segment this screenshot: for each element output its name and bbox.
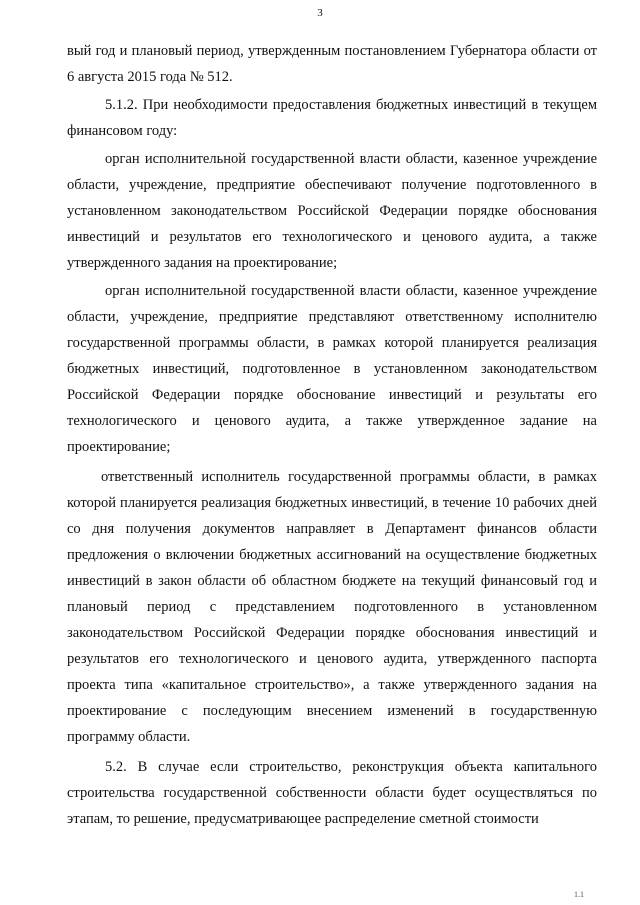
paragraph-obligation-1: орган исполнительной государственной власти области, казенное учреждение области, учреждение, предприятие обеспечивают получение подготовленного в установленном законодательством Российской Федерации порядке обоснования инвестиций и результатов его технологического и ценового аудита, а также утвержденного задания на проектирование; (67, 151, 597, 271)
paragraph-5-2: 5.2. В случае если строительство, реконструкция объекта капитального строительства государственной собственности области будет осуществляться по этапам, то решение, предусматривающее распределение сметной стоимости (67, 759, 597, 827)
paragraph-obligation-2: орган исполнительной государственной власти области, казенное учреждение области, учреждение, предприятие представляют ответственному исполнителю государственной программы области, в рамках которой планируется реализация бюджетных инвестиций, подготовленное в установленном законодательством Российской Федерации порядке обоснование инвестиций и результаты его технологического и ценового аудита, а также утвержденное задание на проектирование; (67, 283, 597, 455)
document-body (67, 38, 597, 832)
paragraph-obligation-3: ответственный исполнитель государственной программы области, в рамках которой планируется реализация бюджетных инвестиций, в течение 10 рабочих дней со дня получения документов направляет в Департамент финансов области предложения о включении бюджетных ассигнований на осуществление бюджетных инвестиций в закон области об областном бюджете на текущий финансовый год и плановый период с представлением подготовленного в установленном законодательством Российской Федерации порядке обоснования инвестиций и результатов его технологического и ценового аудита, утвержденного паспорта проекта типа «капитальное строительство», а также утвержденного задания на проектирование с последующим внесением изменений в государственную программу области. (67, 469, 597, 745)
corner-mark: 1.1 (574, 890, 584, 899)
page-number: 3 (317, 7, 323, 19)
paragraph-continuation: вый год и плановый период, утвержденным постановлением Губернатора области от 6 августа 2015 года № 512. (67, 43, 597, 85)
paragraph-5-1-2: 5.1.2. При необходимости предоставления бюджетных инвестиций в текущем финансовом году: (67, 97, 597, 139)
